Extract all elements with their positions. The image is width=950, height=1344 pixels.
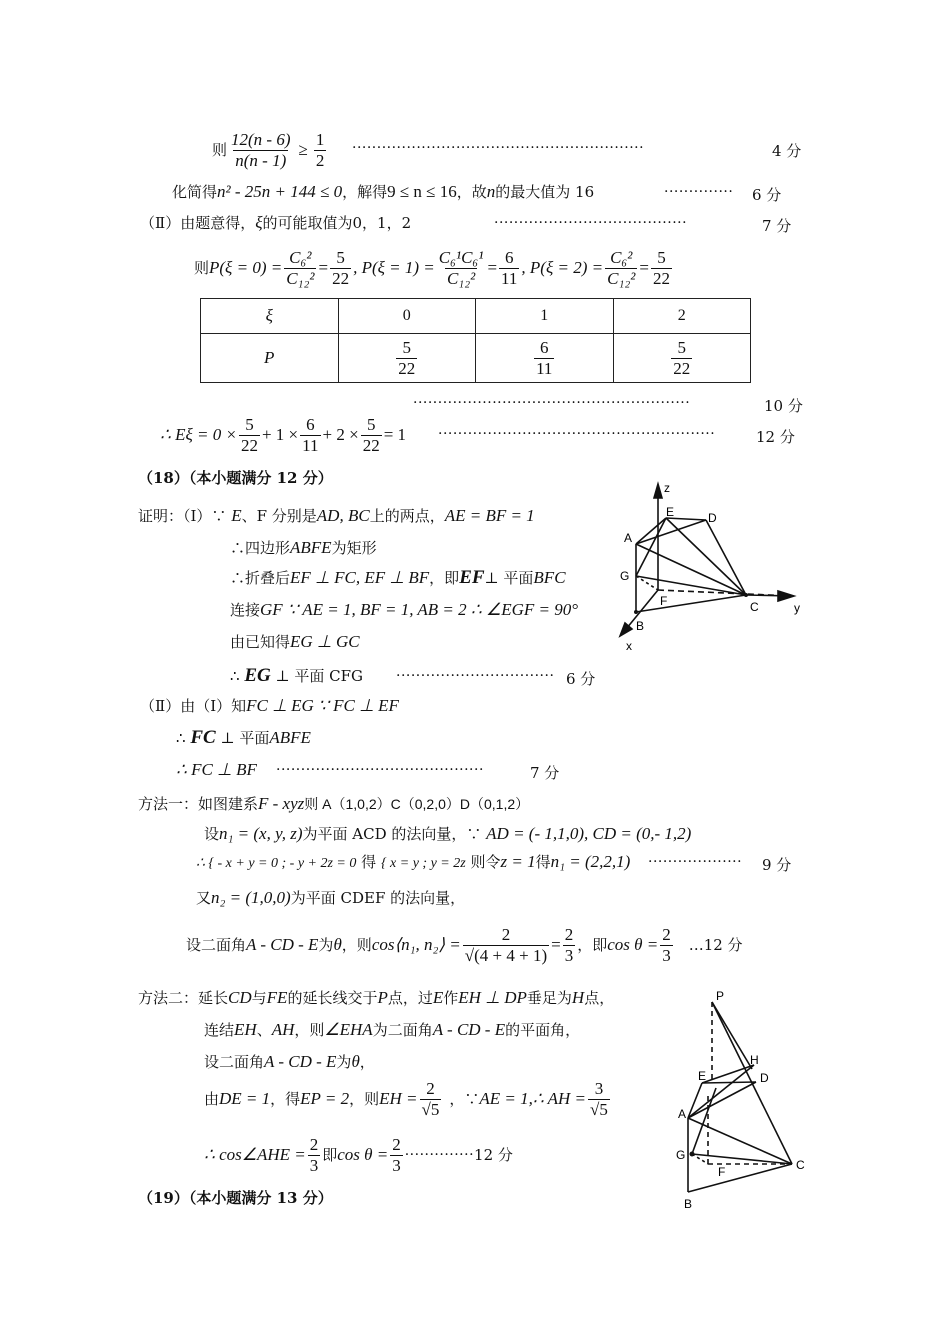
label-G: G (676, 1148, 686, 1162)
edge-BC (688, 1164, 792, 1192)
proof-line-1: 证明：（Ⅰ）∵ E、F 分别是AD, BC上的两点，AE = BF = 1 (138, 506, 535, 525)
label-P: P (716, 989, 725, 1003)
dot-leader: ························································ (438, 426, 716, 442)
table-row: P $\frac{5}{22}$ $\frac{6}{11}$ $\frac{5}{22}$ (201, 334, 751, 383)
label-E: E (666, 505, 675, 519)
fraction-half: $\frac{1}{2}$ (315, 129, 325, 170)
figure-coordinate-solid (606, 478, 810, 652)
label-z: z (664, 481, 670, 495)
label-x: x (626, 639, 632, 652)
fraction: $\frac{12(n - 6)}{n(n - 1)}$ (231, 129, 291, 170)
line-part2-values: （Ⅱ）由题意得，ξ的可能取值为0，1，2 (140, 213, 412, 232)
distribution-table (200, 298, 751, 383)
label-H: H (750, 1053, 759, 1067)
method1-line-3: ∴ { - x + y = 0 ; - y + 2z = 0 得 { x = y ; y = 2z 则令z = 1得n₁ = (2,2,1) (196, 852, 631, 871)
edge-EH (702, 1065, 754, 1083)
method2-line-4: 由 DE = 1 ，得 EP = 2 ，则 EH = $\frac{2}{√5}$ ，∵ AE = 1,∴ AH = $\frac{3}{√5}$ (204, 1078, 608, 1119)
proof-line-7: （Ⅱ）由（Ⅰ）知FC ⊥ EG ∵ FC ⊥ EF (140, 696, 399, 715)
relation: ≥ (298, 140, 308, 159)
method2-line-2: 连结EH、AH，则∠EHA为二面角A - CD - E的平面角， (204, 1020, 581, 1039)
score-label: 6 分 (752, 186, 782, 204)
y-axis-arrow (778, 591, 794, 601)
label-F: F (660, 594, 668, 608)
label-G: G (620, 569, 630, 583)
label-y: y (794, 601, 800, 615)
label-A: A (624, 531, 633, 545)
dot-leader: ·············· (664, 184, 734, 200)
figure-pyramid (672, 988, 812, 1214)
dot-leader: ······································· (494, 215, 688, 231)
dot-leader: ································ (396, 668, 555, 684)
point-B (634, 610, 638, 614)
table-row: ξ 0 1 2 (201, 299, 751, 334)
prefix-text: 则 (212, 141, 228, 159)
score-label: 7 分 (762, 217, 792, 235)
score-label: 10 分 (764, 397, 803, 415)
score-label: 6 分 (566, 670, 596, 688)
score-label: 12 分 (756, 428, 795, 446)
score-label: 4 分 (772, 142, 802, 160)
question-19-heading: （19）（本小题满分 13 分） (138, 1189, 333, 1207)
proof-line-6: ∴ EG ⊥ 平面 CFG (230, 665, 364, 686)
method1-line-2: 设n₁ = (x, y, z)为平面 ACD 的法向量，∵ AD = (- 1,1,0), CD = (0,- 1,2) (204, 824, 692, 843)
label-A: A (678, 1107, 687, 1121)
label-D: D (708, 511, 717, 525)
edge-GE (636, 518, 666, 576)
point-G (690, 1152, 695, 1157)
label-F: F (718, 1165, 726, 1179)
line-expectation: ∴ Eξ = 0 × $\frac{5}{22}$ + 1 × $\frac{6}{11}$ + 2 × $\frac{5}{22}$ = 1 (160, 414, 407, 455)
edge-AC (688, 1118, 792, 1164)
proof-line-3: ∴折叠后EF ⊥ FC, EF ⊥ BF，即EF⊥ 平面BFC (230, 567, 566, 588)
proof-line-8: ∴ FC ⊥ 平面ABFE (176, 727, 311, 748)
score-label: 9 分 (762, 856, 792, 874)
method2-line-5: ∴ cos∠AHE = $\frac{2}{3}$ 即 cos θ = $\frac{2}{3}$ ·············· 12 分 (204, 1134, 513, 1175)
label-B: B (636, 619, 645, 633)
edge-ED (702, 1082, 756, 1083)
score-label: 7 分 (530, 764, 560, 782)
method1-line-1: 方法一：如图建系F - xyz则 A（1,0,2）C（0,2,0）D（0,1,2） (138, 794, 530, 813)
label-C: C (750, 600, 759, 614)
edge-AD (688, 1082, 756, 1118)
edge-DC (706, 520, 746, 595)
label-C: C (796, 1158, 805, 1172)
label-D: D (760, 1071, 769, 1085)
proof-line-9: ∴ FC ⊥ BF (176, 760, 257, 779)
question-18-heading: （18）（本小题满分 12 分） (138, 469, 333, 487)
proof-line-5: 由已知得EG ⊥ GC (230, 632, 360, 651)
label-B: B (684, 1197, 693, 1211)
dot-leader: ··················· (648, 854, 743, 870)
edge-AE (636, 518, 666, 544)
point-C (744, 593, 748, 597)
edge-GC (692, 1154, 792, 1164)
label-E: E (698, 1069, 707, 1083)
method1-line-4: 又n₂ = (1,0,0)为平面 CDEF 的法向量， (196, 888, 466, 907)
proof-line-2: ∴四边形ABFE为矩形 (230, 538, 377, 557)
dot-leader: ·········································· (276, 762, 484, 778)
dot-leader: ··························································· (352, 140, 645, 156)
method2-line-1: 方法二：延长CD与FE的延长线交于P点，过E作EH ⊥ DP垂足为H点， (138, 988, 615, 1007)
line-simplify: 化简得n² - 25n + 144 ≤ 0，解得9 ≤ n ≤ 16，故n的最大值为 16 (172, 182, 595, 201)
method1-line-5: 设二面角 A - CD - E 为 θ ，则 cos⟨n₁, n₂⟩ = $\frac{2}{√(4 + 4 + 1)}$ = $\frac{2}{3}$ ，即 cos θ = $\frac{2}{3}$ …12 分 (186, 924, 743, 965)
proof-line-4: 连接GF ∵ AE = 1, BF = 1, AB = 2 ∴ ∠EGF = 90° (230, 600, 579, 619)
edge-PH (712, 1002, 752, 1069)
z-axis-arrow (654, 484, 662, 498)
dot-leader: ························································ (413, 395, 691, 411)
line-inequality (212, 128, 328, 172)
line-probabilities: 则 P(ξ = 0) = $\frac{\text{C₆²}}{\text{C₁₂²}}$ = $\frac{5}{22}$ , P(ξ = 1) = $\frac{\text{C₆¹C₆¹}}{\text{C₁₂²}}$ = $\frac{6}{11}$ , P(ξ = 2) = $\frac{\text{C₆²}}{\text{C₁₂²}}$ = $\frac{5}{22}$ (194, 247, 670, 288)
method2-line-3: 设二面角A - CD - E为θ， (204, 1052, 375, 1071)
